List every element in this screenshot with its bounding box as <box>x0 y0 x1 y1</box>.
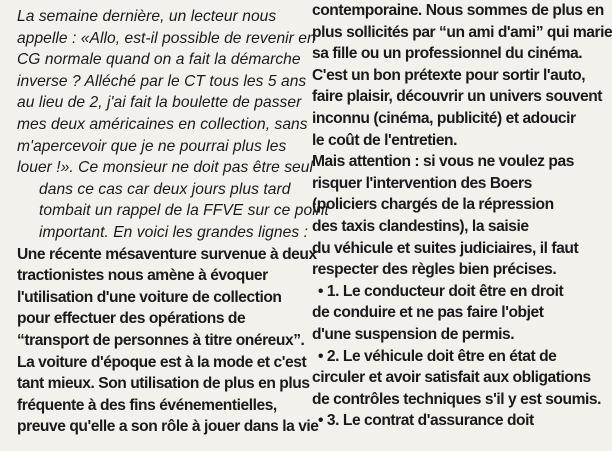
body-line: (policiers chargés de la répression <box>312 196 554 214</box>
body-line: C'est un bon prétexte pour sortir l'auto, <box>312 66 586 84</box>
body-line: pour effectuer des opérations de <box>17 310 246 328</box>
body-line: inconnu (cinéma, publicité) et adoucir <box>312 109 576 127</box>
intro-line: tombait un rappel de la FFVE sur ce point <box>39 202 329 220</box>
intro-line: louer !». Ce monsieur ne doit pas être seul <box>17 159 313 177</box>
bullet-item-1: • 1. Le conducteur doit être en droit <box>318 282 564 300</box>
body-line: Une récente mésaventure survenue à deux <box>17 245 317 263</box>
intro-line: CG normale quand on a fait la démarche <box>17 51 301 69</box>
right-column <box>300 0 612 451</box>
body-line: faire plaisir, découvrir un univers souvent <box>312 88 603 106</box>
intro-line: mes deux américaines en collection, sans <box>17 115 308 133</box>
body-line: le coût de l'entretien. <box>312 131 457 149</box>
body-line: preuve qu'elle a son rôle à jouer dans la vie <box>17 418 319 436</box>
body-line: respecter des règles bien précises. <box>312 261 557 279</box>
bullet-item-3: • 3. Le contrat d'assurance doit <box>318 412 534 430</box>
body-line: sa fille ou un professionnel du cinéma. <box>312 45 583 63</box>
body-line: plus sollicités par “un ami d'ami” qui marie <box>312 23 612 41</box>
body-line: tractionistes nous amène à évoquer <box>17 267 268 285</box>
body-line: tant mieux. Son utilisation de plus en plus <box>17 375 310 393</box>
intro-line: inverse ? Alléché par le CT tous les 5 ans <box>17 72 307 90</box>
intro-line: important. En voici les grandes lignes : <box>39 223 308 241</box>
bullet-item-2-cont: de contrôles techniques s'il y est soumis. <box>312 390 601 408</box>
body-line: du véhicule et suites judiciaires, il faut <box>312 239 579 257</box>
body-line: La voiture d'époque est à la mode et c'est <box>17 353 307 371</box>
intro-line: dans ce cas car deux jours plus tard <box>39 180 291 198</box>
body-line: l'utilisation d'une voiture de collection <box>17 288 282 306</box>
body-line: contemporaine. Nous sommes de plus en <box>312 2 604 19</box>
intro-line: appelle : «Allo, est-il possible de revenir en <box>17 29 316 47</box>
intro-line: m'apercevoir que je ne pourrai plus les <box>17 137 287 155</box>
body-line: “transport de personnes à titre onéreux”. <box>17 331 305 349</box>
intro-line: au lieu de 2, j'ai fait la boulette de passer <box>17 94 302 112</box>
body-line: risquer l'intervention des Boers <box>312 174 532 192</box>
bullet-item-1-cont: d'une suspension de permis. <box>312 325 515 343</box>
body-line: fréquente à des fins événementielles, <box>17 396 277 414</box>
bullet-item-2: • 2. Le véhicule doit être en état de <box>318 347 557 365</box>
intro-line: La semaine dernière, un lecteur nous <box>17 8 277 25</box>
body-line: des taxis clandestins), la saisie <box>312 217 529 235</box>
bullet-item-2-cont: circuler et avoir satisfait aux obligations <box>312 369 591 387</box>
body-line: Mais attention : si vous ne voulez pas <box>312 153 574 171</box>
bullet-item-1-cont: de conduire et ne pas faire l'objet <box>312 304 544 322</box>
